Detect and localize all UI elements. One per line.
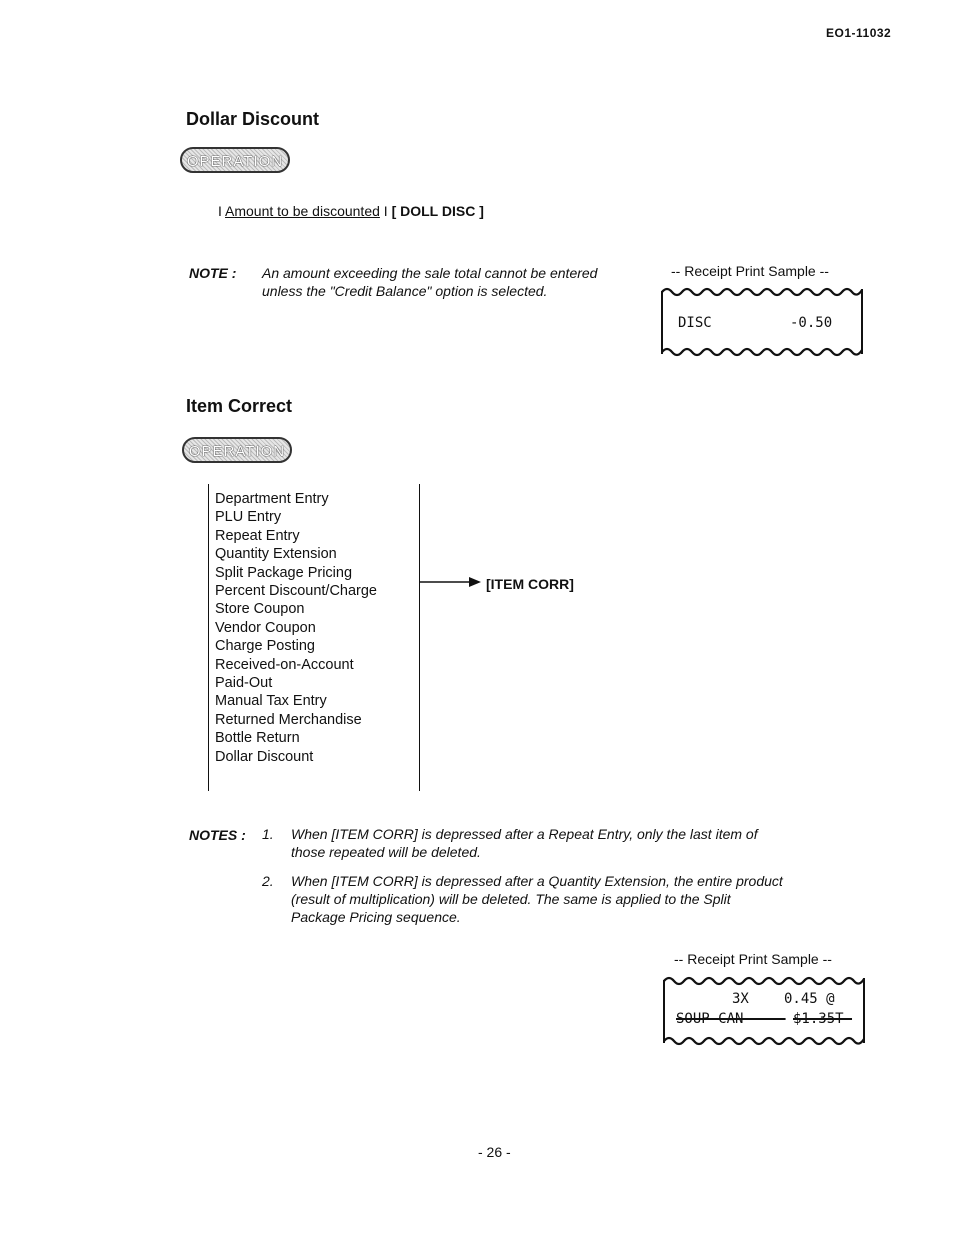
receipt-sample-title: -- Receipt Print Sample -- xyxy=(674,951,832,967)
list-item: Department Entry xyxy=(215,491,329,507)
receipt-disc-amount: -0.50 xyxy=(790,315,833,331)
note-line: (result of multiplication) will be deleted. The same is applied to the Split xyxy=(291,891,731,907)
note-number: 2. xyxy=(262,873,274,889)
receipt-quantity: 3X xyxy=(732,991,749,1007)
document-id: EO1-11032 xyxy=(826,26,892,40)
note-line: When [ITEM CORR] is depressed after a Quantity Extension, the entire product xyxy=(291,873,783,889)
note-line: unless the "Credit Balance" option is selected. xyxy=(262,283,548,299)
receipt-unit-price: 0.45 @ xyxy=(784,991,835,1007)
list-item: Returned Merchandise xyxy=(215,711,362,728)
list-item: Charge Posting xyxy=(215,638,315,655)
receipt-sample-title: -- Receipt Print Sample -- xyxy=(671,263,829,279)
amount-label: Amount to be discounted xyxy=(225,203,380,219)
note-line: Package Pricing sequence. xyxy=(291,909,461,925)
list-item: Repeat Entry xyxy=(215,527,300,544)
list-item: Quantity Extension xyxy=(215,546,337,563)
entry-list-box xyxy=(208,484,420,791)
list-item: Percent Discount/Charge xyxy=(215,583,377,600)
operation-prefix: I xyxy=(218,203,222,219)
page-number: - 26 - xyxy=(478,1144,511,1160)
list-item: Store Coupon xyxy=(215,601,305,618)
operation-separator: I xyxy=(383,203,388,219)
list-item: Vendor Coupon xyxy=(215,619,316,636)
list-item: Manual Tax Entry xyxy=(215,693,327,710)
note-label: NOTE : xyxy=(189,265,237,281)
operation-badge: OPERATION xyxy=(182,437,292,463)
doll-disc-key: [ DOLL DISC ] xyxy=(391,203,484,219)
receipt-sample xyxy=(660,284,865,360)
receipt-voided-item: SOUP-CAN----- xyxy=(676,1011,786,1027)
notes-label: NOTES : xyxy=(189,827,246,843)
note-text xyxy=(262,264,597,300)
note-number: 1. xyxy=(262,826,274,842)
receipt-voided-amount: $1.35T- xyxy=(793,1011,853,1027)
list-item: Received-on-Account xyxy=(215,656,354,673)
note-1 xyxy=(291,825,758,861)
item-corr-key: [ITEM CORR] xyxy=(486,576,574,592)
arrow-icon xyxy=(419,575,481,589)
operation-badge: OPERATION xyxy=(180,147,290,173)
section-title-dollar-discount: Dollar Discount xyxy=(186,109,320,129)
receipt-sample xyxy=(662,973,867,1049)
list-item: PLU Entry xyxy=(215,509,282,526)
receipt-disc-label: DISC xyxy=(678,315,712,331)
list-item: Bottle Return xyxy=(215,730,300,747)
section-title-item-correct: Item Correct xyxy=(186,396,293,416)
list-item: Paid-Out xyxy=(215,675,273,692)
note-line: When [ITEM CORR] is depressed after a Repeat Entry, only the last item of xyxy=(291,826,758,842)
list-item: Dollar Discount xyxy=(215,748,314,765)
note-line: those repeated will be deleted. xyxy=(291,844,481,860)
entry-list xyxy=(215,490,377,766)
note-line: An amount exceeding the sale total cannot be entered xyxy=(262,265,598,281)
operation-sequence xyxy=(218,203,484,219)
note-2 xyxy=(291,872,783,926)
list-item: Split Package Pricing xyxy=(215,564,353,581)
